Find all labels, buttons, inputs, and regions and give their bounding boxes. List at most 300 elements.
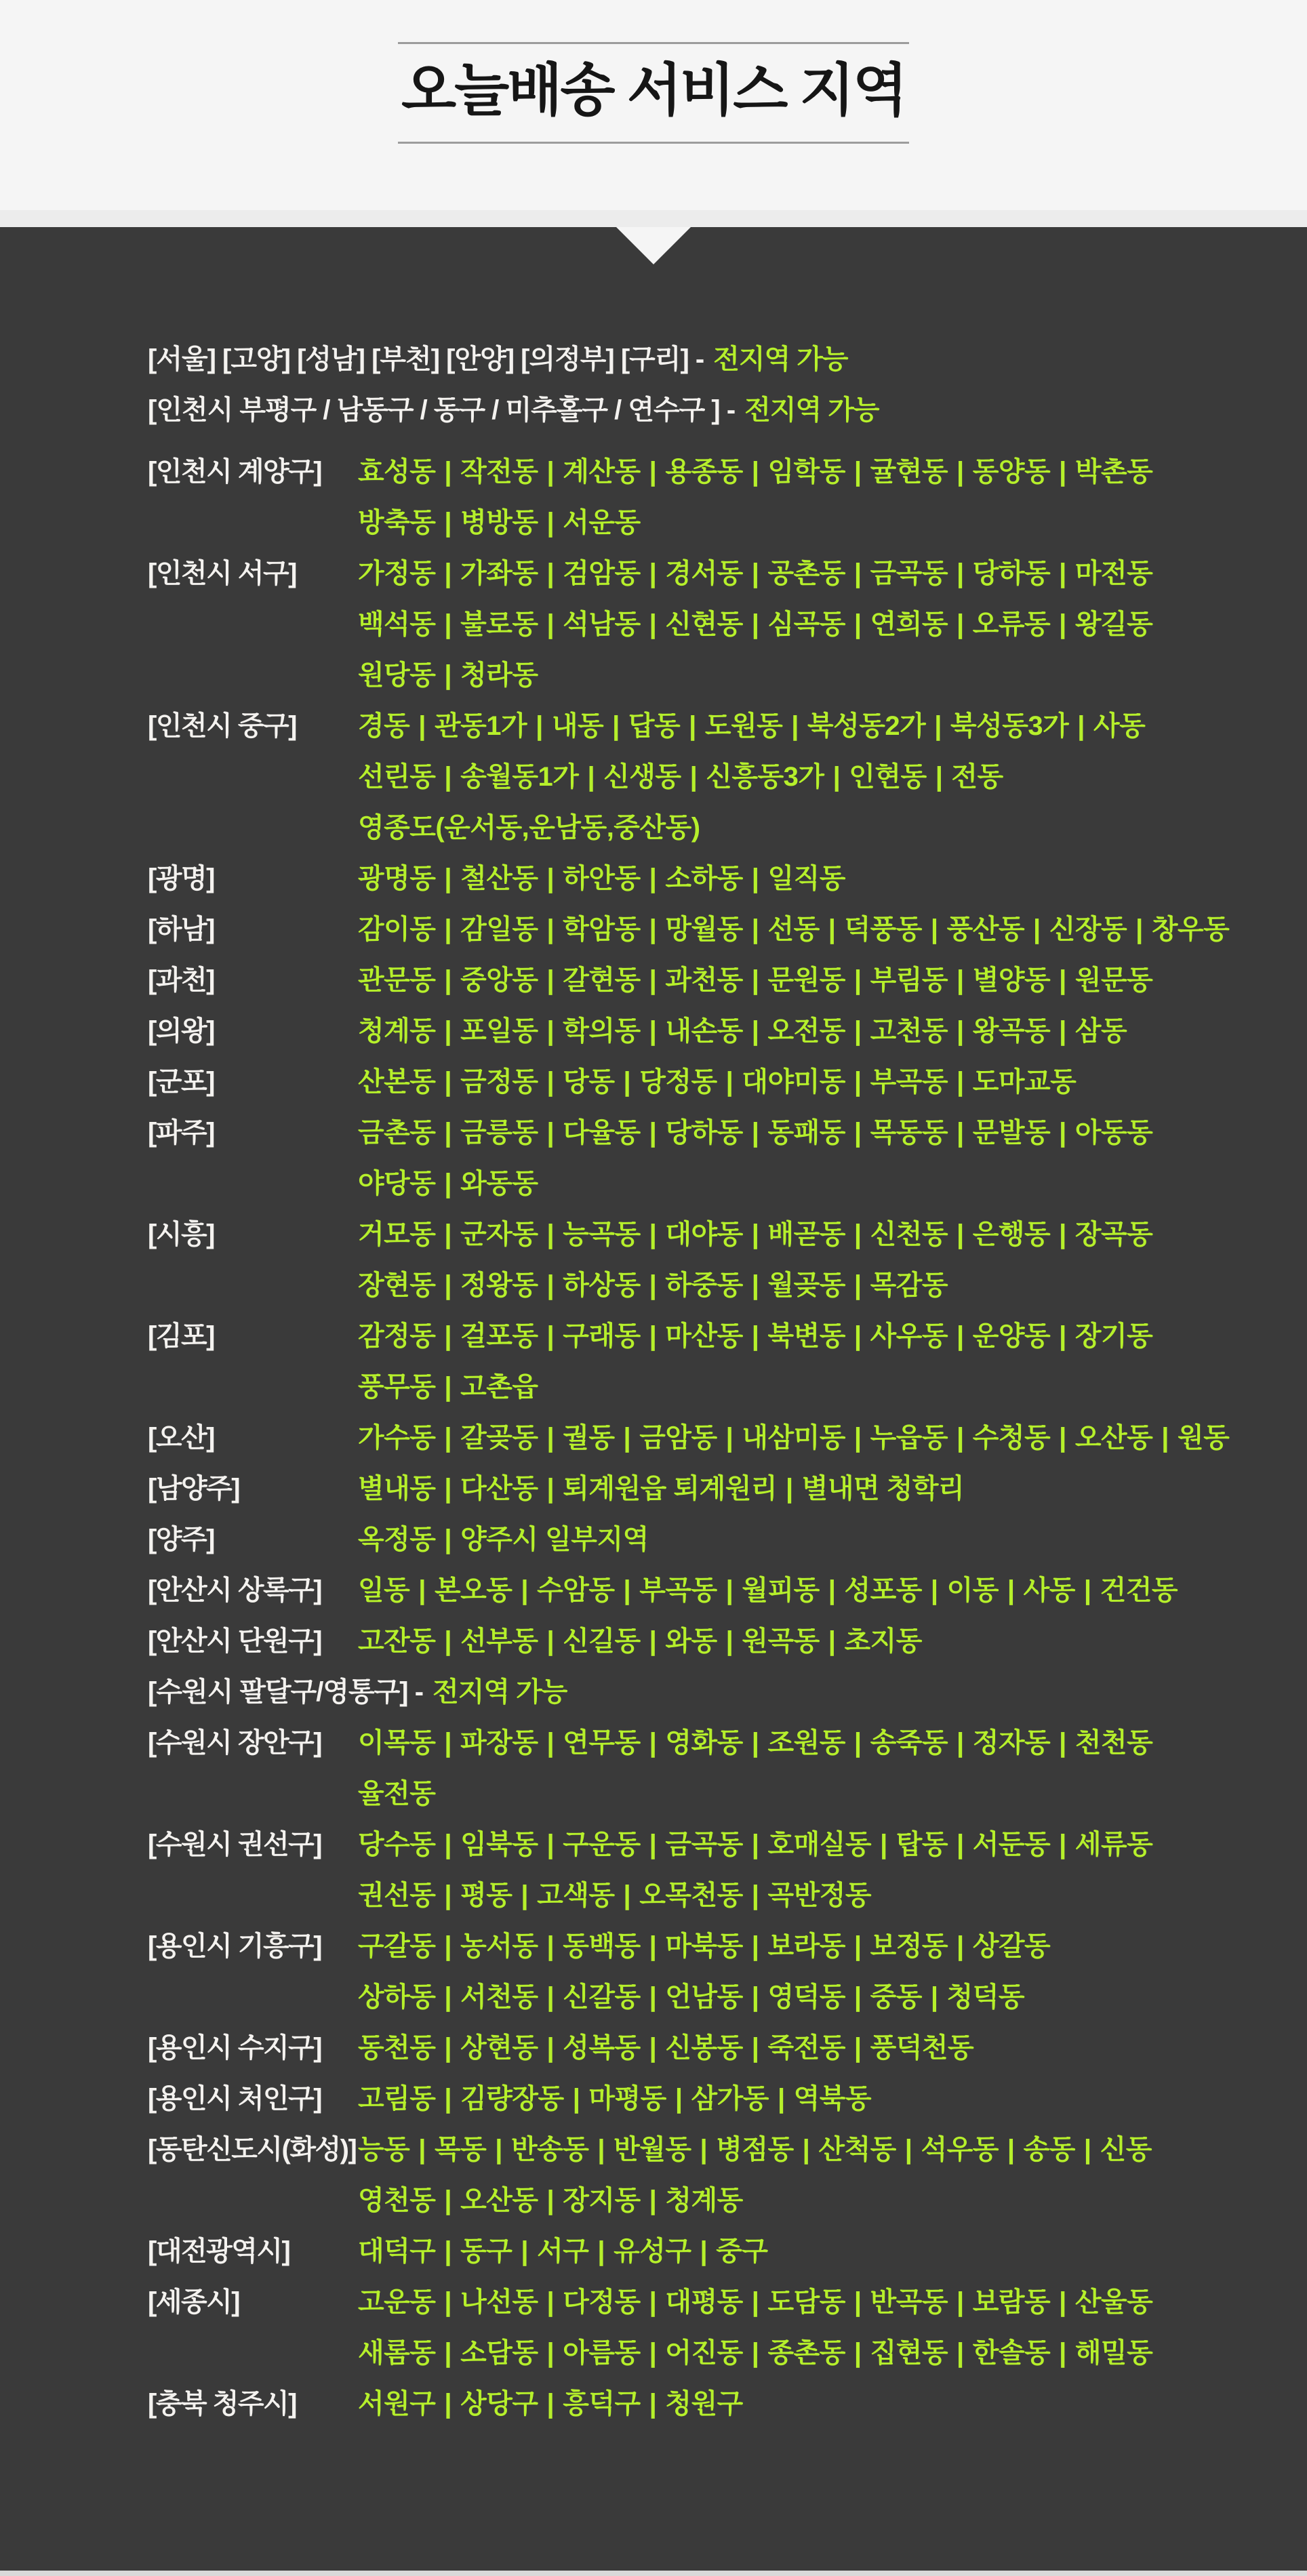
region-label: [오산]	[148, 1423, 214, 1453]
separator: |	[751, 457, 759, 487]
area-item: 송죽동	[870, 1728, 948, 1758]
separator: |	[649, 2287, 657, 2317]
separator: |	[1059, 1830, 1066, 1859]
area-item: 석우동	[921, 2135, 999, 2165]
separator: |	[853, 559, 862, 588]
separator: |	[751, 609, 759, 639]
area-item: 성복동	[563, 2033, 641, 2063]
area-item: 일직동	[767, 864, 845, 893]
separator: |	[777, 2084, 785, 2114]
separator: |	[802, 2135, 810, 2165]
separator: |	[597, 2236, 605, 2266]
region-row	[148, 1565, 1266, 1616]
area-item: 궐동	[563, 1423, 615, 1453]
area-item: 걸포동	[460, 1321, 538, 1351]
footer-strip	[0, 2571, 1307, 2576]
region-row	[148, 447, 1266, 548]
area-line	[358, 2328, 1266, 2379]
region-area-lines	[358, 2226, 1266, 2277]
separator: |	[444, 660, 452, 690]
separator: |	[444, 1626, 452, 1656]
area-item: 검암동	[563, 559, 641, 588]
region-area-lines	[358, 1108, 1266, 1209]
area-item: 심곡동	[767, 609, 845, 639]
area-item: 경서동	[665, 559, 743, 588]
separator: |	[930, 914, 938, 944]
area-item: 신흥동3가	[706, 762, 824, 792]
area-item: 정자동	[972, 1728, 1051, 1758]
area-item: 장곡동	[1074, 1220, 1153, 1249]
area-item: 서운동	[563, 508, 641, 538]
area-item: 감일동	[460, 914, 538, 944]
separator: |	[725, 1067, 733, 1097]
area-item: 청계동	[665, 2186, 743, 2215]
separator: |	[853, 2287, 862, 2317]
separator: |	[957, 965, 964, 995]
separator: |	[751, 2338, 759, 2368]
separator: |	[444, 609, 452, 639]
area-item: 관동1가	[434, 711, 527, 741]
separator: |	[957, 1118, 964, 1148]
area-item: 탑동	[896, 1830, 948, 1859]
region-label: [세종시]	[148, 2287, 240, 2317]
area-item: 풍무동	[358, 1372, 436, 1402]
region-area-lines	[358, 1413, 1266, 1464]
separator: |	[1059, 1423, 1066, 1453]
region-row	[148, 1413, 1266, 1464]
area-item: 서구	[537, 2236, 589, 2266]
separator: |	[649, 2186, 657, 2215]
separator: |	[546, 1016, 555, 1046]
separator: |	[649, 609, 657, 639]
area-item: 청라동	[460, 660, 538, 690]
area-item: 삼가동	[691, 2084, 769, 2114]
area-line	[358, 2226, 1266, 2277]
page-title: 오늘배송 서비스 지역	[401, 58, 906, 122]
separator: |	[853, 1982, 862, 2012]
area-item: 사동	[1023, 1575, 1075, 1605]
area-item: 수암동	[537, 1575, 615, 1605]
area-item: 별내동	[358, 1474, 436, 1504]
separator: |	[649, 1728, 657, 1758]
area-item: 아동동	[1074, 1118, 1153, 1148]
area-item: 배곧동	[767, 1220, 845, 1249]
area-item: 장기동	[1074, 1321, 1153, 1351]
area-item: 백석동	[358, 609, 436, 639]
area-item: 산울동	[1074, 2287, 1153, 2317]
separator: |	[546, 1423, 555, 1453]
area-item: 망월동	[665, 914, 743, 944]
area-item: 월곶동	[767, 1270, 845, 1300]
region-row	[148, 1006, 1266, 1057]
area-item: 내손동	[665, 1016, 743, 1046]
separator: |	[828, 1626, 836, 1656]
region-area-lines	[358, 853, 1266, 904]
area-item: 당하동	[665, 1118, 743, 1148]
separator: |	[1059, 1728, 1066, 1758]
separator: |	[700, 2135, 708, 2165]
region-row	[148, 1057, 1266, 1108]
area-item: 오산동	[1074, 1423, 1153, 1453]
area-item: 동패동	[767, 1118, 845, 1148]
area-item: 중구	[716, 2236, 768, 2266]
region-row	[148, 1921, 1266, 2023]
area-line	[358, 2125, 1266, 2175]
area-item: 능동	[358, 2135, 410, 2165]
area-item: 누읍동	[870, 1423, 948, 1453]
area-item: 고잔동	[358, 1626, 436, 1656]
area-item: 작전동	[460, 457, 538, 487]
area-item: 해밀동	[1074, 2338, 1153, 2368]
separator: |	[751, 1016, 759, 1046]
full-area-highlight: 전지역 가능	[713, 344, 848, 374]
region-row	[148, 2125, 1266, 2226]
region-area-lines	[358, 548, 1266, 701]
region-row	[148, 1514, 1266, 1565]
full-area-row	[148, 385, 1266, 436]
area-item: 불로동	[460, 609, 538, 639]
region-label: [군포]	[148, 1067, 214, 1097]
area-line	[358, 701, 1266, 752]
area-item: 영종도(운서동,운남동,중산동)	[358, 813, 700, 843]
area-line	[358, 599, 1266, 650]
area-item: 영천동	[358, 2186, 436, 2215]
separator: |	[418, 2135, 426, 2165]
region-area-lines	[358, 1514, 1266, 1565]
region-label: [용인시 수지구]	[148, 2033, 322, 2063]
separator: |	[1083, 2135, 1091, 2165]
separator: |	[1059, 2287, 1066, 2317]
area-item: 운양동	[972, 1321, 1051, 1351]
area-item: 철산동	[460, 864, 538, 893]
region-area-lines	[358, 955, 1266, 1006]
separator: |	[1083, 1575, 1091, 1605]
area-line	[358, 650, 1266, 701]
region-area-lines	[358, 1464, 1266, 1514]
area-item: 산본동	[358, 1067, 436, 1097]
separator: |	[546, 1830, 555, 1859]
separator: |	[649, 457, 657, 487]
separator: |	[853, 1220, 862, 1249]
area-item: 목동동	[870, 1118, 948, 1148]
area-line	[358, 1108, 1266, 1159]
separator: |	[934, 711, 942, 741]
separator: |	[444, 1880, 452, 1910]
region-label: [대전광역시]	[148, 2236, 290, 2266]
area-item: 송동	[1023, 2135, 1075, 2165]
area-item: 은행동	[972, 1220, 1051, 1249]
area-item: 하상동	[563, 1270, 641, 1300]
area-item: 구운동	[563, 1830, 641, 1859]
area-item: 선부동	[460, 1626, 538, 1656]
separator: |	[649, 1016, 657, 1046]
region-label: [수원시 권선구]	[148, 1830, 322, 1859]
area-item: 가수동	[358, 1423, 436, 1453]
area-item: 세류동	[1074, 1830, 1153, 1859]
separator: |	[853, 457, 862, 487]
area-item: 다정동	[563, 2287, 641, 2317]
area-item: 평동	[460, 1880, 512, 1910]
area-item: 인현동	[849, 762, 927, 792]
separator: |	[725, 1626, 733, 1656]
area-item: 역북동	[793, 2084, 872, 2114]
area-item: 연무동	[563, 1728, 641, 1758]
separator: |	[649, 965, 657, 995]
separator: |	[546, 1321, 555, 1351]
area-item: 구갈동	[358, 1931, 436, 1961]
area-item: 북성동2가	[807, 711, 926, 741]
area-item: 원문동	[1074, 965, 1153, 995]
full-area-highlight: 전지역 가능	[744, 395, 879, 425]
title-divider-bottom	[398, 142, 909, 144]
area-item: 송월동1가	[460, 762, 579, 792]
area-item: 종촌동	[767, 2338, 845, 2368]
region-label: [과천]	[148, 965, 214, 995]
area-line	[358, 1464, 1266, 1514]
area-item: 내삼미동	[742, 1423, 845, 1453]
area-item: 당동	[563, 1067, 615, 1097]
area-item: 경동	[358, 711, 410, 741]
region-area-lines	[358, 1311, 1266, 1413]
separator: |	[1059, 2338, 1066, 2368]
separator: |	[546, 2287, 555, 2317]
region-area-lines	[358, 1057, 1266, 1108]
region-row	[148, 2023, 1266, 2074]
separator: |	[444, 559, 452, 588]
area-item: 금곡동	[870, 559, 948, 588]
region-row	[148, 2277, 1266, 2379]
separator: |	[649, 2389, 657, 2419]
separator: |	[546, 2033, 555, 2063]
area-item: 임북동	[460, 1830, 538, 1859]
area-item: 학암동	[563, 914, 641, 944]
separator: |	[444, 762, 452, 792]
separator: |	[444, 1016, 452, 1046]
separator: |	[957, 1830, 964, 1859]
area-item: 월피동	[742, 1575, 820, 1605]
area-item: 상갈동	[972, 1931, 1051, 1961]
region-row	[148, 2226, 1266, 2277]
area-item: 상당구	[460, 2389, 538, 2419]
area-item: 용종동	[665, 457, 743, 487]
separator: |	[853, 1728, 862, 1758]
separator: |	[572, 2084, 580, 2114]
area-item: 양주시 일부지역	[460, 1525, 649, 1554]
separator: |	[649, 1270, 657, 1300]
separator: |	[853, 1931, 862, 1961]
area-line	[358, 853, 1266, 904]
separator: |	[546, 1067, 555, 1097]
area-item: 중동	[870, 1982, 922, 2012]
region-area-lines	[358, 2023, 1266, 2074]
region-label: [인천시 서구]	[148, 559, 296, 588]
area-item: 서천동	[460, 1982, 538, 2012]
separator: |	[1059, 1220, 1066, 1249]
separator: |	[546, 1118, 555, 1148]
area-item: 동구	[460, 2236, 512, 2266]
area-line	[358, 1565, 1266, 1616]
separator: |	[751, 1118, 759, 1148]
area-item: 감이동	[358, 914, 436, 944]
area-line	[358, 1514, 1266, 1565]
separator: |	[444, 457, 452, 487]
separator: |	[444, 2287, 452, 2317]
separator: |	[546, 457, 555, 487]
area-item: 율전동	[358, 1779, 436, 1809]
separator: |	[675, 2084, 683, 2114]
area-item: 농서동	[460, 1931, 538, 1961]
area-item: 부림동	[870, 965, 948, 995]
area-item: 나선동	[460, 2287, 538, 2317]
area-item: 상하동	[358, 1982, 436, 2012]
separator: |	[853, 1067, 862, 1097]
separator: |	[751, 965, 759, 995]
area-item: 동양동	[972, 457, 1051, 487]
separator: |	[689, 711, 696, 741]
area-item: 과천동	[665, 965, 743, 995]
separator: |	[1059, 559, 1066, 588]
separator: |	[751, 914, 759, 944]
area-line	[358, 1870, 1266, 1921]
area-item: 내동	[551, 711, 604, 741]
area-item: 도원동	[704, 711, 783, 741]
region-area-lines	[358, 2125, 1266, 2226]
separator: |	[546, 609, 555, 639]
separator: |	[546, 1728, 555, 1758]
separator: |	[444, 2084, 452, 2114]
area-item: 상현동	[460, 2033, 538, 2063]
area-item: 문원동	[767, 965, 845, 995]
area-item: 신길동	[563, 1626, 641, 1656]
region-area-lines	[358, 2074, 1266, 2125]
separator: |	[649, 1931, 657, 1961]
separator: |	[832, 762, 841, 792]
area-item: 선린동	[358, 762, 436, 792]
separator: |	[444, 2186, 452, 2215]
separator: |	[751, 1880, 759, 1910]
area-item: 호매실동	[767, 1830, 872, 1859]
area-line	[358, 1413, 1266, 1464]
area-item: 반송동	[510, 2135, 589, 2165]
area-item: 청덕동	[946, 1982, 1025, 2012]
area-item: 청원구	[665, 2389, 743, 2419]
region-label: [안산시 단원구]	[148, 1626, 322, 1656]
area-item: 신현동	[665, 609, 743, 639]
separator: |	[444, 1830, 452, 1859]
separator: |	[880, 1830, 887, 1859]
region-row	[148, 853, 1266, 904]
separator: |	[853, 1016, 862, 1046]
area-item: 풍덕천동	[870, 2033, 974, 2063]
area-item: 오류동	[972, 609, 1051, 639]
area-line	[358, 752, 1266, 803]
area-item: 군자동	[460, 1220, 538, 1249]
area-line	[358, 955, 1266, 1006]
region-label: [하남]	[148, 914, 214, 944]
separator: |	[649, 1626, 657, 1656]
full-area-label: [인천시 부평구 / 남동구 / 동구 / 미추홀구 / 연수구 ] -	[148, 395, 736, 425]
separator: |	[1059, 1016, 1066, 1046]
area-item: 임학동	[767, 457, 845, 487]
area-item: 문발동	[972, 1118, 1051, 1148]
separator: |	[1033, 914, 1041, 944]
area-line	[358, 2277, 1266, 2328]
separator: |	[957, 609, 964, 639]
region-label: [안산시 상록구]	[148, 1575, 322, 1605]
area-item: 고천동	[870, 1016, 948, 1046]
area-item: 흥덕구	[563, 2389, 641, 2419]
separator: |	[957, 2287, 964, 2317]
region-row	[148, 904, 1266, 955]
separator: |	[546, 1931, 555, 1961]
region-area-lines	[358, 1209, 1266, 1311]
area-item: 성포동	[844, 1575, 922, 1605]
area-item: 보람동	[972, 2287, 1051, 2317]
separator: |	[1059, 1118, 1066, 1148]
separator: |	[444, 1525, 452, 1554]
region-area-lines	[358, 2379, 1266, 2430]
service-area-list	[148, 334, 1266, 2430]
area-item: 포일동	[460, 1016, 538, 1046]
area-item: 장현동	[358, 1270, 436, 1300]
separator: |	[785, 1474, 793, 1504]
area-item: 와동동	[460, 1169, 538, 1199]
area-line	[358, 1616, 1266, 1667]
down-arrow-notch	[614, 227, 693, 264]
area-item: 공촌동	[767, 559, 845, 588]
separator: |	[957, 559, 964, 588]
area-item: 야당동	[358, 1169, 436, 1199]
separator: |	[418, 1575, 426, 1605]
area-item: 서원구	[358, 2389, 436, 2419]
separator: |	[828, 1575, 836, 1605]
separator: |	[444, 1372, 452, 1402]
area-item: 보정동	[870, 1931, 948, 1961]
area-item: 이목동	[358, 1728, 436, 1758]
area-item: 별양동	[972, 965, 1051, 995]
separator: |	[853, 2033, 862, 2063]
area-item: 동천동	[358, 2033, 436, 2063]
separator: |	[957, 1067, 964, 1097]
area-item: 원당동	[358, 660, 436, 690]
separator: |	[1059, 457, 1066, 487]
area-line	[358, 548, 1266, 599]
separator: |	[444, 864, 452, 893]
area-item: 효성동	[358, 457, 436, 487]
separator: |	[444, 1169, 452, 1199]
area-item: 유성구	[614, 2236, 691, 2266]
separator: |	[597, 2135, 605, 2165]
area-line	[358, 2023, 1266, 2074]
area-item: 한솔동	[972, 2338, 1051, 2368]
separator: |	[1135, 914, 1143, 944]
region-area-lines	[358, 1006, 1266, 1057]
title-divider-top	[398, 42, 909, 44]
area-item: 금릉동	[460, 1118, 538, 1148]
area-item: 대야동	[665, 1220, 743, 1249]
separator: |	[700, 2236, 708, 2266]
area-line	[358, 498, 1266, 548]
area-item: 박촌동	[1074, 457, 1153, 487]
area-item: 가정동	[358, 559, 436, 588]
separator: |	[725, 1423, 733, 1453]
separator: |	[495, 2135, 502, 2165]
area-line	[358, 803, 1266, 853]
area-item: 도담동	[767, 2287, 845, 2317]
region-row	[148, 1209, 1266, 1311]
area-line	[358, 2175, 1266, 2226]
area-item: 신동	[1100, 2135, 1152, 2165]
